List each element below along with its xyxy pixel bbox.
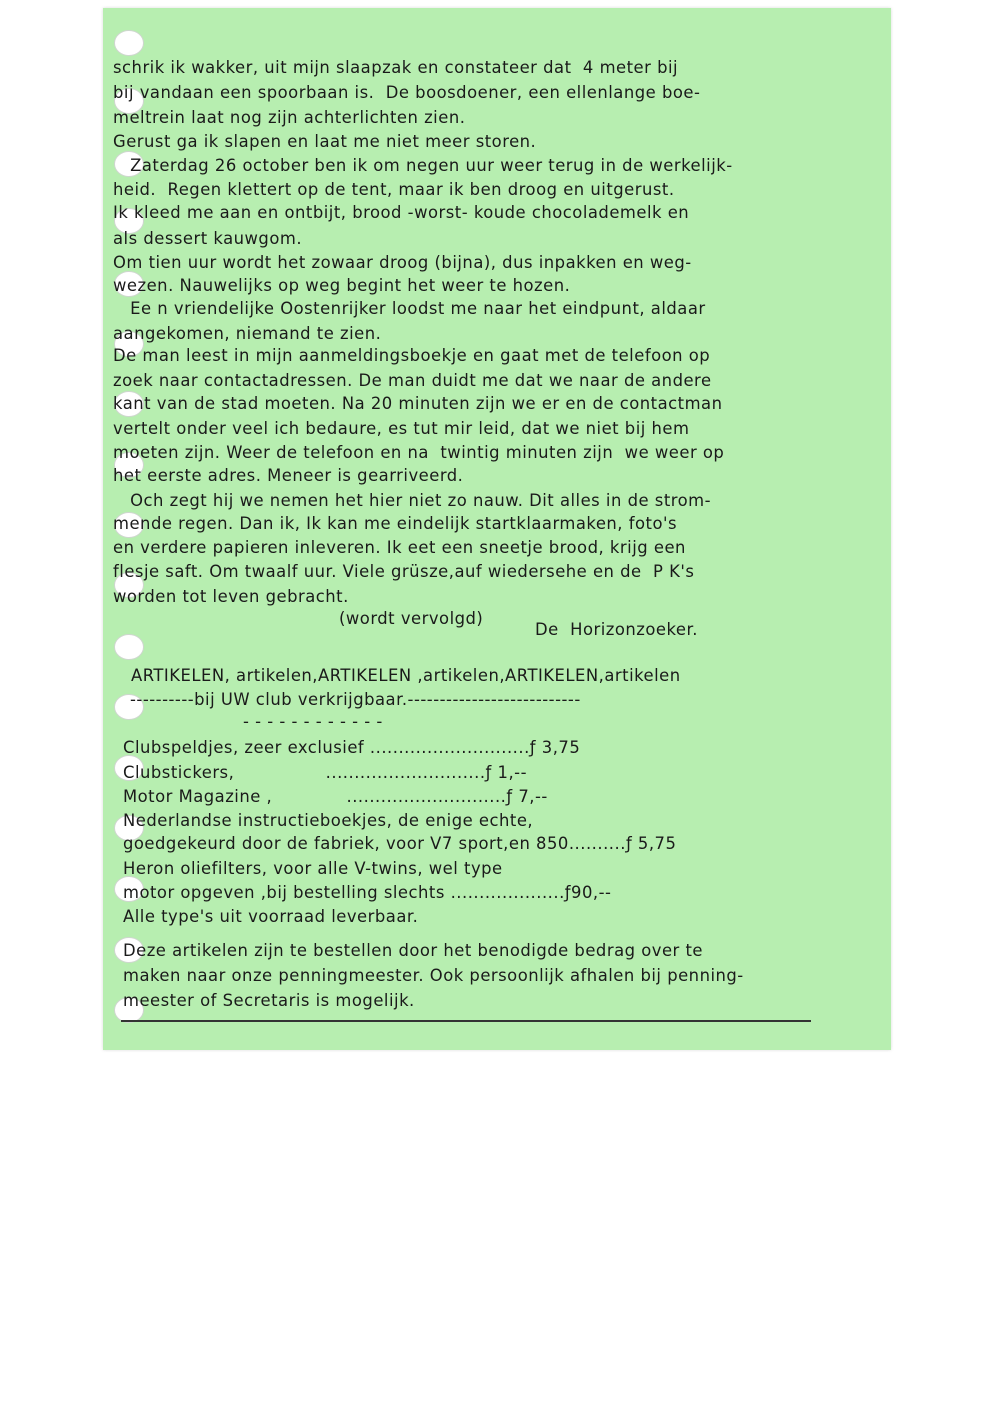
- author-signature: De Horizonzoeker.: [535, 620, 698, 639]
- story-line: Och zegt hij we nemen het hier niet zo nauw. Dit alles in de strom-: [113, 491, 712, 510]
- article-item: Nederlandse instructieboekjes, de enige echte,: [123, 811, 534, 830]
- article-item: Heron oliefilters, voor alle V-twins, wel type: [123, 859, 503, 878]
- story-line: Gerust ga ik slapen en laat me niet meer storen.: [113, 132, 537, 151]
- story-line: schrik ik wakker, uit mijn slaapzak en constateer dat 4 meter bij: [113, 58, 679, 77]
- story-line: als dessert kauwgom.: [113, 229, 303, 248]
- story-line: vertelt onder veel ich bedaure, es tut mir leid, dat we niet bij hem: [113, 419, 690, 438]
- story-line: het eerste adres. Meneer is gearriveerd.: [113, 466, 464, 485]
- continued-note: (wordt vervolgd): [339, 609, 484, 628]
- punch-hole: [114, 634, 144, 660]
- story-line: moeten zijn. Weer de telefoon en na twintig minuten zijn we weer op: [113, 443, 725, 462]
- story-line: De man leest in mijn aanmeldingsboekje en gaat met de telefoon op: [113, 346, 711, 365]
- story-line: Ee n vriendelijke Oostenrijker loodst me naar het eindpunt, aldaar: [113, 299, 706, 318]
- order-info-line: maken naar onze penningmeester. Ook persoonlijk afhalen bij penning-: [123, 966, 744, 985]
- article-item: Clubstickers, ............................ƒ 1,--: [123, 763, 527, 782]
- story-line: worden tot leven gebracht.: [113, 587, 349, 606]
- story-line: wezen. Nauwelijks op weg begint het weer te hozen.: [113, 276, 571, 295]
- story-line: Ik kleed me aan en ontbijt, brood -worst- koude chocolademelk en: [113, 203, 690, 222]
- punch-hole: [114, 30, 144, 56]
- articles-underline: - - - - - - - - - - - -: [243, 712, 383, 731]
- article-item: Alle type's uit voorraad leverbaar.: [123, 907, 419, 926]
- article-item: goedgekeurd door de fabriek, voor V7 sport,en 850..........ƒ 5,75: [123, 834, 677, 853]
- story-line: meltrein laat nog zijn achterlichten zien.: [113, 108, 466, 127]
- articles-subheading: ----------bij UW club verkrijgbaar.---------------------------: [130, 690, 581, 709]
- article-item: Clubspeldjes, zeer exclusief ............................ƒ 3,75: [123, 738, 581, 757]
- story-line: Zaterdag 26 october ben ik om negen uur weer terug in de werkelijk-: [113, 156, 733, 175]
- bottom-rule: [121, 1020, 811, 1022]
- story-line: zoek naar contactadressen. De man duidt me dat we naar de andere: [113, 371, 712, 390]
- story-line: bij vandaan een spoorbaan is. De boosdoener, een ellenlange boe-: [113, 83, 701, 102]
- story-line: mende regen. Dan ik, Ik kan me eindelijk startklaarmaken, foto's: [113, 514, 678, 533]
- order-info-line: Deze artikelen zijn te bestellen door het benodigde bedrag over te: [123, 941, 703, 960]
- story-line: Om tien uur wordt het zowaar droog (bijna), dus inpakken en weg-: [113, 253, 692, 272]
- order-info-line: meester of Secretaris is mogelijk.: [123, 991, 415, 1010]
- articles-heading: ARTIKELEN, artikelen,ARTIKELEN ,artikelen,ARTIKELEN,artikelen: [131, 666, 681, 685]
- story-line: flesje saft. Om twaalf uur. Viele grüsze,auf wiedersehe en de P K's: [113, 562, 695, 581]
- story-line: aangekomen, niemand te zien.: [113, 324, 382, 343]
- article-item: Motor Magazine , ............................ƒ 7,--: [123, 787, 548, 806]
- article-item: motor opgeven ,bij bestelling slechts ....................ƒ90,--: [123, 883, 612, 902]
- story-line: heid. Regen klettert op de tent, maar ik ben droog en uitgerust.: [113, 180, 675, 199]
- story-line: kant van de stad moeten. Na 20 minuten zijn we er en de contactman: [113, 394, 723, 413]
- story-line: en verdere papieren inleveren. Ik eet een sneetje brood, krijg een: [113, 538, 686, 557]
